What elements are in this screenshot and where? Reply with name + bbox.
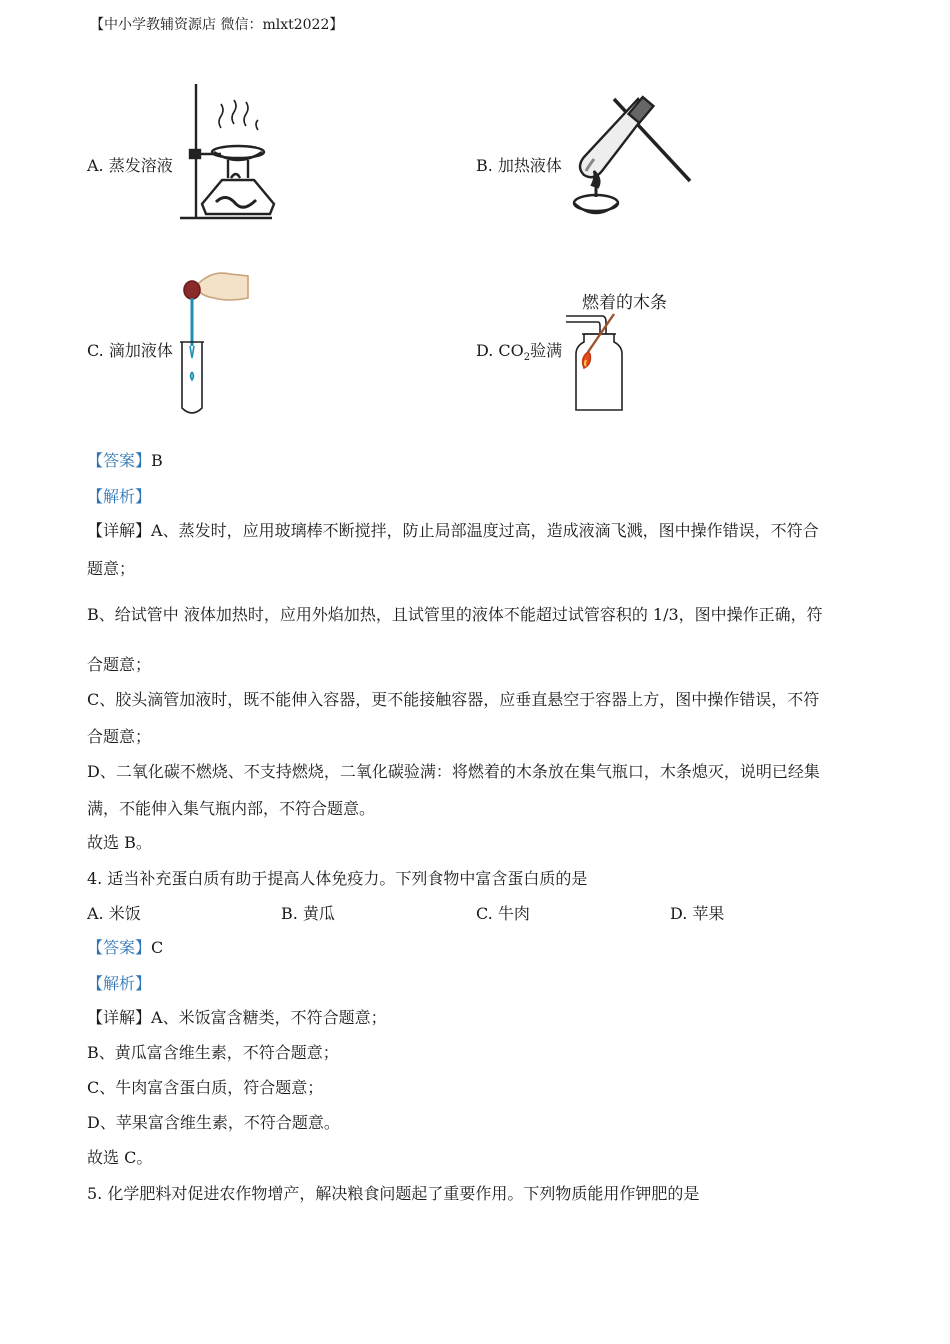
q3-detail-d-line2: 满，不能伸入集气瓶内部，不符合题意。 (87, 799, 376, 818)
q4-option-b: B. 黄瓜 (281, 904, 335, 923)
option-d-prefix: D. CO (476, 341, 524, 360)
q4-answer-tag: 【答案】 (87, 938, 152, 957)
burning-splint-caption: 燃着的木条 (582, 293, 667, 313)
q3-detail-d-line1: D、二氧化碳不燃烧、不支持燃烧，二氧化碳验满：将燃着的木条放在集气瓶口，木条熄灭，说明已经集 (87, 762, 820, 781)
q4-answer-value: C (151, 938, 164, 957)
q3-detail-a-line2: 题意； (87, 559, 136, 578)
q4-analysis-tag: 【解析】 (87, 974, 152, 993)
q3-detail-a-text: A、蒸发时，应用玻璃棒不断搅拌，防止局部温度过高，造成液滴飞溅，图中操作错误，不符合 (151, 521, 819, 540)
q3-detail-b-line2: 合题意； (87, 655, 152, 674)
option-d-suffix: 验满 (530, 341, 563, 360)
q5-stem: 5. 化学肥料对促进农作物增产，解决粮食问题起了重要作用。下列物质能用作钾肥的是 (87, 1184, 700, 1203)
option-c-label: C. 滴加液体 (87, 341, 173, 360)
page-header: 【中小学教辅资源店 微信：mlxt2022】 (90, 17, 344, 33)
q3-detail-a-line1 (87, 521, 819, 541)
q4-option-a: A. 米饭 (87, 904, 141, 923)
q4-stem: 4. 适当补充蛋白质有助于提高人体免疫力。下列食物中富含蛋白质的是 (87, 869, 588, 888)
q3-analysis-tag: 【解析】 (87, 487, 152, 506)
q4-detail-d: D、苹果富含维生素，不符合题意。 (87, 1113, 340, 1132)
q3-answer-tag: 【答案】 (87, 451, 152, 470)
q4-conclusion: 故选 C。 (87, 1148, 153, 1167)
option-b-label: B. 加热液体 (476, 156, 562, 175)
q3-answer-line (87, 451, 163, 471)
q3-answer-value: B (151, 451, 163, 470)
option-a-label: A. 蒸发溶液 (87, 156, 173, 175)
q4-detail-a (87, 1008, 387, 1028)
gas-bottle-figure (566, 312, 626, 414)
q4-detail-c: C、牛肉富含蛋白质，符合题意； (87, 1078, 324, 1097)
q3-detail-c-line1: C、胶头滴管加液时，既不能伸入容器，更不能接触容器，应垂直悬空于容器上方，图中操作错误，不符 (87, 690, 820, 709)
q3-detail-tag: 【详解】 (87, 521, 152, 540)
q4-option-d: D. 苹果 (670, 904, 725, 923)
q3-detail-b-line1: B、给试管中 液体加热时，应用外焰加热，且试管里的液体不能超过试管容积的 1/3，图中操作正确，符 (87, 605, 823, 624)
q4-detail-a-text: A、米饭富含糖类，不符合题意； (151, 1008, 387, 1027)
option-d-label (476, 341, 562, 368)
evaporation-apparatus-figure (176, 82, 276, 222)
option-d-subscript: 2 (523, 352, 531, 364)
q4-answer-line (87, 938, 163, 958)
q4-option-c: C. 牛肉 (476, 904, 530, 923)
q4-detail-tag: 【详解】 (87, 1008, 152, 1027)
dropper-figure (178, 268, 250, 418)
q3-detail-c-line2: 合题意； (87, 727, 152, 746)
q4-detail-b: B、黄瓜富含维生素，不符合题意； (87, 1043, 339, 1062)
heating-test-tube-figure (564, 95, 694, 225)
q3-conclusion: 故选 B。 (87, 833, 152, 852)
